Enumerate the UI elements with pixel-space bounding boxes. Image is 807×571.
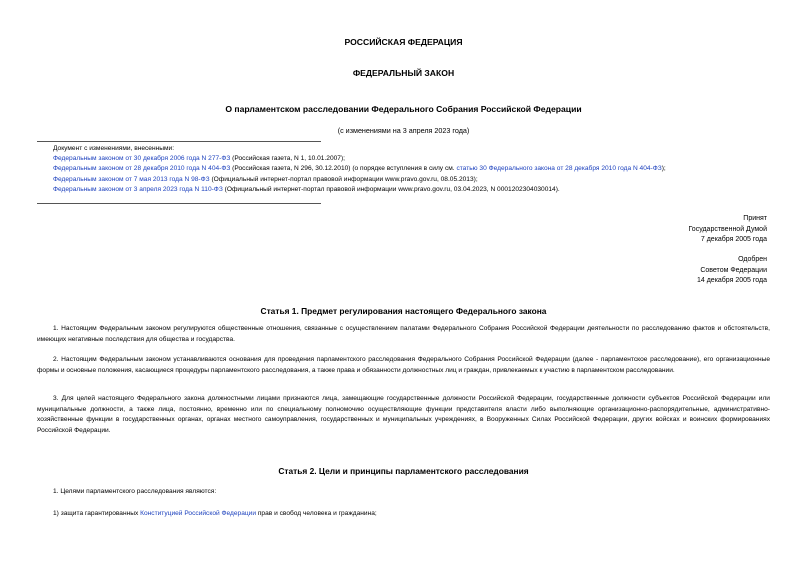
- amendment-link[interactable]: Федеральным законом от 7 мая 2013 года N 98-ФЗ: [53, 175, 210, 183]
- divider-bottom: [37, 203, 321, 204]
- country-heading: РОССИЙСКАЯ ФЕДЕРАЦИЯ: [344, 37, 463, 47]
- paragraph-text-end: прав и свобод человека и гражданина;: [256, 510, 377, 517]
- article-2-title: Статья 2. Цели и принципы парламентского расследования: [278, 466, 529, 476]
- amendment-item: [53, 185, 783, 195]
- paragraph-text: 1) защита гарантированных: [53, 510, 141, 517]
- adopted-line: Принят: [743, 215, 767, 222]
- adopted-block: [688, 214, 767, 246]
- adopted-body: Государственной Думой: [688, 225, 767, 233]
- article-2-paragraph-1: 1. Целями парламентского расследования являются:: [53, 488, 217, 495]
- article-2-paragraph-2: [37, 509, 770, 520]
- amendment-link[interactable]: Федеральным законом от 3 апреля 2023 года N 110-ФЗ: [53, 185, 223, 193]
- amendments-intro: Документ с изменениями, внесенными:: [53, 145, 175, 152]
- document-type-heading: ФЕДЕРАЛЬНЫЙ ЗАКОН: [352, 68, 455, 78]
- amendment-source: (Российская газета, N 1, 10.01.2007);: [230, 155, 345, 163]
- adopted-date: 7 декабря 2005 года: [700, 236, 767, 243]
- amendment-source-end: );: [661, 165, 666, 173]
- amendment-item: [53, 175, 783, 185]
- amendment-link[interactable]: Федеральным законом от 28 декабря 2010 года N 404-ФЗ: [53, 165, 231, 173]
- amendment-note: (с изменениями на 3 апреля 2023 года): [337, 126, 470, 135]
- amendment-source: (Российская газета, N 296, 30.12.2010) (о порядке вступления в силу см.: [230, 165, 457, 173]
- article-1-paragraph-1: 1. Настоящим Федеральным законом регулируются общественные отношения, связанные с осуществлением палатами Федерального Собрания Российской Федерации деятельности по расследованию фактов и обстоятельств, имеющих негативные последствия для общества и государства.: [37, 325, 770, 343]
- amendment-source: (Официальный интернет-портал правовой информации www.pravo.gov.ru, 03.04.2023, N 0001202304030014).: [222, 185, 560, 193]
- divider-top: [37, 141, 321, 142]
- amendment-item: [53, 154, 783, 164]
- approved-body: Советом Федерации: [700, 266, 767, 274]
- document-title: О парламентском расследовании Федерального Собрания Российской Федерации: [225, 104, 582, 114]
- article-1-title: Статья 1. Предмет регулирования настоящего Федерального закона: [260, 306, 547, 316]
- amendment-source: (Официальный интернет-портал правовой информации www.pravo.gov.ru, 08.05.2013);: [209, 175, 478, 183]
- amendment-article-link[interactable]: статью 30 Федерального закона от 28 декабря 2010 года N 404-ФЗ: [456, 165, 662, 173]
- amendment-item: [53, 164, 783, 174]
- approved-block: [697, 255, 767, 287]
- amendments-block: [53, 144, 783, 195]
- article-1-paragraph-3: 3. Для целей настоящего Федерального закона должностными лицами признаются лица, замещающие государственные должности Российской Федерации, государственные должности субъектов Российской Федерации или муниципальные должности, а также лица, постоянно, временно или по специальному полномочию осуществляющие функции представителя власти либо выполняющие организационно-распорядительные, административно-хозяйственные функции в государственных органах, органах местного самоуправления, государственных и муниципальных учреждениях, в Вооруженных Силах Российской Федерации, других войсках и воинских формированиях Российской Федерации.: [37, 395, 770, 434]
- article-1-paragraph-2: 2. Настоящим Федеральным законом устанавливаются основания для проведения парламентского расследования Федерального Собрания Российской Федерации (далее - парламентское расследование), его организационные формы и основные положения, касающиеся процедуры парламентского расследования, а также права и обязанности должностных лиц и граждан, привлекаемых к участию в парламентском расследовании.: [37, 356, 770, 374]
- constitution-link[interactable]: Конституцией Российской Федерации: [140, 510, 257, 517]
- approved-line: Одобрен: [738, 256, 767, 263]
- approved-date: 14 декабря 2005 года: [696, 277, 767, 284]
- amendment-link[interactable]: Федеральным законом от 30 декабря 2006 года N 277-ФЗ: [53, 155, 231, 163]
